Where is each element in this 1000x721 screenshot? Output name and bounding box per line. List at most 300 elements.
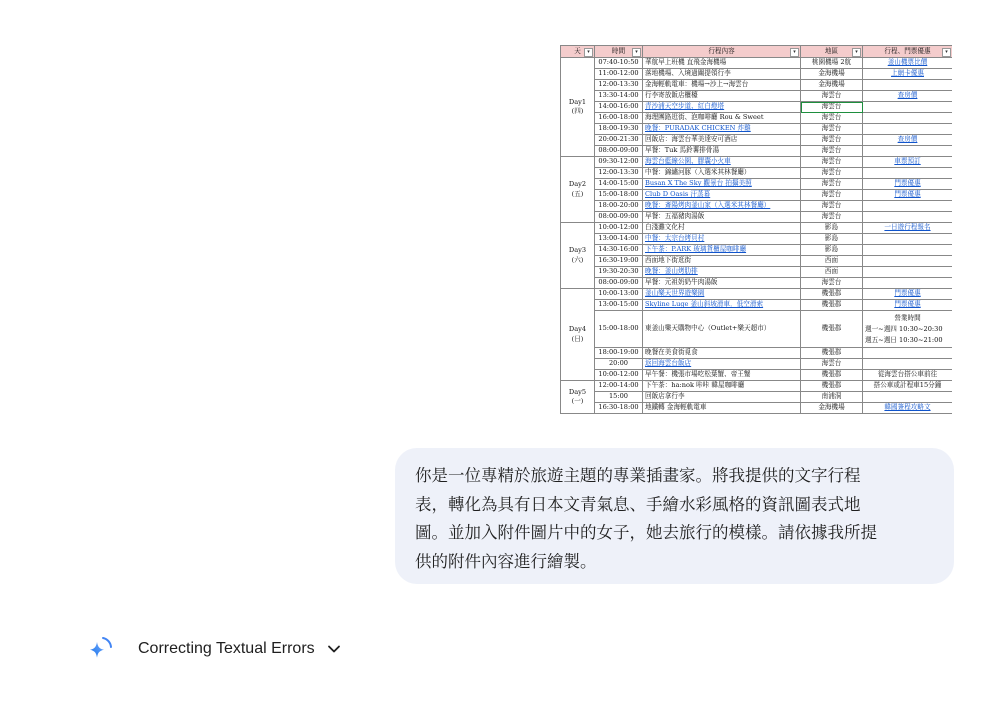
note-cell[interactable] bbox=[863, 348, 953, 359]
area-cell[interactable] bbox=[801, 201, 863, 212]
content-cell[interactable] bbox=[643, 256, 801, 267]
column-header[interactable] bbox=[863, 46, 953, 58]
thinking-status[interactable] bbox=[86, 633, 341, 665]
time-cell-text: 18:00-19:00 bbox=[598, 348, 639, 357]
note-cell-text[interactable]: 查房價 bbox=[897, 91, 918, 100]
area-cell[interactable] bbox=[801, 212, 863, 223]
note-cell[interactable] bbox=[863, 80, 953, 91]
time-cell-text: 10:00-12:00 bbox=[598, 370, 639, 379]
area-cell-text: 西面 bbox=[824, 267, 839, 276]
table-row bbox=[561, 146, 953, 157]
time-cell[interactable] bbox=[595, 124, 643, 135]
area-cell[interactable] bbox=[801, 267, 863, 278]
time-cell-text: 16:00-18:00 bbox=[598, 113, 639, 122]
time-cell[interactable] bbox=[595, 190, 643, 201]
area-cell-text: 機張郡 bbox=[821, 289, 842, 298]
area-cell-text: 海雲台 bbox=[821, 157, 842, 166]
message-line: 表，轉化為具有日本文青氣息、手繪水彩風格的資訊圖表式地 bbox=[415, 494, 861, 514]
area-cell[interactable] bbox=[801, 113, 863, 124]
time-cell-text: 08:00-09:00 bbox=[598, 212, 639, 221]
time-cell-text: 12:00-14:00 bbox=[598, 381, 639, 390]
area-cell[interactable] bbox=[801, 370, 863, 381]
area-cell[interactable] bbox=[801, 256, 863, 267]
time-cell-text: 08:00-09:00 bbox=[598, 146, 639, 155]
time-cell[interactable] bbox=[595, 370, 643, 381]
area-cell[interactable] bbox=[801, 190, 863, 201]
day-label: Day1 bbox=[568, 97, 587, 106]
note-cell-text[interactable]: 一日遊行程報名 bbox=[884, 223, 931, 232]
content-cell-text: 晚餐：釜山烤肋排 bbox=[645, 267, 698, 276]
hours-line: 週五~週日 10:30~21:00 bbox=[865, 335, 943, 344]
time-cell[interactable] bbox=[595, 179, 643, 190]
sparkle-icon bbox=[86, 634, 116, 664]
content-cell-text: 下午茶：P.ARK 玻璃貨櫃屋咖啡廳 bbox=[645, 245, 747, 254]
table-row bbox=[561, 234, 953, 245]
area-cell[interactable] bbox=[801, 392, 863, 403]
time-cell-text: 15:00-18:00 bbox=[598, 190, 639, 199]
note-cell[interactable] bbox=[863, 370, 953, 381]
note-cell[interactable] bbox=[863, 157, 953, 168]
note-cell[interactable] bbox=[863, 91, 953, 102]
note-cell[interactable] bbox=[863, 201, 953, 212]
area-cell[interactable] bbox=[801, 234, 863, 245]
note-cell[interactable] bbox=[863, 245, 953, 256]
area-cell-text: 海雲台 bbox=[821, 359, 842, 368]
message-line: 你是一位專精於旅遊主題的專業插畫家。將我提供的文字行程 bbox=[415, 466, 861, 485]
note-cell[interactable] bbox=[863, 223, 953, 234]
area-cell-text: 影島 bbox=[824, 234, 839, 243]
content-cell[interactable] bbox=[643, 113, 801, 124]
time-cell-text: 10:00-12:00 bbox=[598, 223, 639, 232]
time-cell-text: 14:30-16:00 bbox=[598, 245, 639, 254]
table-row bbox=[561, 245, 953, 256]
area-cell[interactable] bbox=[801, 311, 863, 348]
content-cell-text: 金海輕軌電車：機場→沙上→海雲台 bbox=[645, 80, 749, 89]
area-cell-text: 機張郡 bbox=[821, 324, 842, 333]
content-cell-text: 行李寄放飯店櫃檯 bbox=[645, 91, 698, 100]
content-cell[interactable] bbox=[643, 124, 801, 135]
content-cell[interactable] bbox=[643, 135, 801, 146]
area-cell-text: 海雲台 bbox=[821, 146, 842, 155]
note-cell-text[interactable]: 門票優惠 bbox=[894, 289, 921, 298]
area-cell-text: 影島 bbox=[824, 245, 839, 254]
area-cell-text: 海雲台 bbox=[821, 168, 842, 177]
table-row bbox=[561, 157, 953, 168]
table-row bbox=[561, 300, 953, 311]
content-cell-text: 釜山樂天世界遊樂園 bbox=[645, 289, 705, 298]
content-cell[interactable] bbox=[643, 267, 801, 278]
area-cell-text: 西面 bbox=[824, 256, 839, 265]
day-cell[interactable] bbox=[561, 223, 595, 289]
note-cell[interactable] bbox=[863, 113, 953, 124]
time-cell[interactable] bbox=[595, 403, 643, 414]
table-row bbox=[561, 359, 953, 370]
note-cell-text[interactable]: 釜山機票比價 bbox=[887, 58, 928, 67]
note-cell[interactable] bbox=[863, 234, 953, 245]
time-cell[interactable] bbox=[595, 223, 643, 234]
content-cell-text: 華航早上班機 直飛金海機場 bbox=[645, 58, 727, 67]
column-header-label: 天 bbox=[574, 46, 581, 55]
time-cell-text: 15:00 bbox=[608, 392, 628, 401]
note-cell[interactable] bbox=[863, 278, 953, 289]
area-cell-text: 機張郡 bbox=[821, 348, 842, 357]
content-cell-text: 下午茶：ha:nok 咔咔 韓屋咖啡廳 bbox=[645, 381, 745, 390]
content-cell-text: 西面地下街逛街 bbox=[645, 256, 692, 265]
time-cell-text: 09:30-12:00 bbox=[598, 157, 639, 166]
content-cell[interactable] bbox=[643, 201, 801, 212]
note-cell[interactable] bbox=[863, 102, 953, 113]
area-cell[interactable] bbox=[801, 69, 863, 80]
day-cell[interactable] bbox=[561, 157, 595, 223]
content-cell[interactable] bbox=[643, 58, 801, 69]
message-line: 圖。並加入附件圖片中的女子，她去旅行的模樣。請依據我所提 bbox=[415, 523, 877, 542]
note-cell-text[interactable]: 門票優惠 bbox=[894, 179, 921, 188]
area-cell-text: 海雲台 bbox=[821, 113, 842, 122]
note-cell[interactable] bbox=[863, 267, 953, 278]
content-cell[interactable] bbox=[643, 359, 801, 370]
day-label: Day3 bbox=[568, 246, 587, 255]
time-cell-text: 12:00-13:30 bbox=[598, 168, 639, 177]
area-cell[interactable] bbox=[801, 278, 863, 289]
time-cell[interactable] bbox=[595, 311, 643, 348]
area-cell-text: 海雲台 bbox=[821, 135, 842, 144]
area-cell[interactable] bbox=[801, 91, 863, 102]
area-cell[interactable] bbox=[801, 102, 863, 113]
note-cell-text[interactable]: 查房價 bbox=[897, 135, 918, 144]
note-cell[interactable] bbox=[863, 146, 953, 157]
table-row bbox=[561, 370, 953, 381]
content-cell[interactable] bbox=[643, 245, 801, 256]
note-cell[interactable] bbox=[863, 179, 953, 190]
area-cell[interactable] bbox=[801, 124, 863, 135]
area-cell-text: 海雲台 bbox=[821, 201, 842, 210]
time-cell[interactable] bbox=[595, 289, 643, 300]
content-cell-text: 回飯店拿行李 bbox=[645, 392, 685, 401]
weekday-label: (日) bbox=[571, 334, 584, 343]
time-cell-text: 13:00-14:00 bbox=[598, 234, 639, 243]
note-cell[interactable] bbox=[863, 124, 953, 135]
area-cell[interactable] bbox=[801, 179, 863, 190]
time-cell-text: 14:00-16:00 bbox=[598, 102, 639, 111]
content-cell-text: 青沙浦天空步道、紅白燈塔 bbox=[645, 102, 725, 111]
column-header-label: 地區 bbox=[824, 46, 839, 55]
note-cell[interactable] bbox=[863, 359, 953, 370]
area-cell-text: 機張郡 bbox=[821, 370, 842, 379]
time-cell[interactable] bbox=[595, 278, 643, 289]
content-cell-text: 晚餐：PURADAK CHICKEN 炸雞 bbox=[645, 124, 751, 133]
content-cell[interactable] bbox=[643, 102, 801, 113]
note-cell[interactable] bbox=[863, 311, 953, 348]
time-cell[interactable] bbox=[595, 234, 643, 245]
time-cell-text: 18:00-20:00 bbox=[598, 201, 639, 210]
time-cell-text: 10:00-13:00 bbox=[598, 289, 639, 298]
table-header-row bbox=[561, 46, 953, 58]
weekday-label: (一) bbox=[571, 397, 584, 405]
day-label: Day4 bbox=[568, 325, 587, 334]
day-cell[interactable] bbox=[561, 381, 595, 414]
table-row bbox=[561, 267, 953, 278]
column-header-label: 行程、門票優惠 bbox=[884, 46, 931, 55]
content-cell[interactable] bbox=[643, 311, 801, 348]
area-cell[interactable] bbox=[801, 359, 863, 370]
table-row bbox=[561, 190, 953, 201]
note-cell[interactable] bbox=[863, 300, 953, 311]
time-cell-text: 19:30-20:30 bbox=[598, 267, 639, 276]
content-cell-text: 中餐：錦繡河豚（入選米其林餐廳） bbox=[645, 168, 751, 177]
table-row bbox=[561, 69, 953, 80]
note-cell[interactable] bbox=[863, 190, 953, 201]
content-cell-text: 東釜山樂天購物中心（Outlet+樂天超市） bbox=[645, 324, 771, 333]
time-cell-text: 16:30-19:00 bbox=[598, 256, 639, 265]
day-label: Day2 bbox=[568, 180, 587, 189]
time-cell[interactable] bbox=[595, 212, 643, 223]
content-cell[interactable] bbox=[643, 179, 801, 190]
note-cell-text[interactable]: 門票優惠 bbox=[894, 300, 921, 309]
content-cell-text: 回飯店：海雲台華美達安可酒店 bbox=[645, 135, 738, 144]
area-cell-text: 影島 bbox=[824, 223, 839, 232]
time-cell-text: 07:40-10:50 bbox=[598, 58, 639, 67]
area-cell-text: 海雲台 bbox=[821, 190, 842, 199]
area-cell-text: 海雲台 bbox=[821, 179, 842, 188]
note-cell-text: 搭公車或計程車15分鐘 bbox=[873, 381, 942, 390]
time-cell[interactable] bbox=[595, 135, 643, 146]
time-cell[interactable] bbox=[595, 348, 643, 359]
note-cell[interactable] bbox=[863, 381, 953, 392]
content-cell[interactable] bbox=[643, 157, 801, 168]
area-cell-text: 海雲台 bbox=[821, 102, 842, 111]
content-cell-text: 地鐵轉 金海輕軌電車 bbox=[645, 403, 707, 412]
time-cell[interactable] bbox=[595, 69, 643, 80]
area-cell[interactable] bbox=[801, 289, 863, 300]
area-cell[interactable] bbox=[801, 135, 863, 146]
time-cell[interactable] bbox=[595, 58, 643, 69]
filter-dropdown-icon[interactable]: ▾ bbox=[632, 48, 641, 57]
content-cell[interactable] bbox=[643, 381, 801, 392]
content-cell-text: 中餐：太宗台烤貝村 bbox=[645, 234, 705, 243]
area-cell[interactable] bbox=[801, 157, 863, 168]
content-cell-text: 晚餐：斎陽烤肉釜山家（入選米其林餐廳） bbox=[645, 201, 771, 210]
content-cell-text: 早餐：Tuk 馬鈴薯排骨湯 bbox=[645, 146, 720, 155]
area-cell[interactable] bbox=[801, 146, 863, 157]
table-row bbox=[561, 278, 953, 289]
time-cell-text: 20:00-21:30 bbox=[598, 135, 639, 144]
content-cell[interactable] bbox=[643, 392, 801, 403]
content-cell-text: 海理團路逛街、泡咖啡廳 Rou & Sweet bbox=[645, 113, 764, 122]
time-cell-text: 16:30-18:00 bbox=[598, 403, 639, 412]
area-cell[interactable] bbox=[801, 80, 863, 91]
area-cell-text: 機張郡 bbox=[821, 300, 842, 309]
area-cell-text: 海雲台 bbox=[821, 212, 842, 221]
content-cell[interactable] bbox=[643, 370, 801, 381]
column-header-label: 行程內容 bbox=[708, 46, 735, 55]
time-cell[interactable] bbox=[595, 392, 643, 403]
time-cell[interactable] bbox=[595, 102, 643, 113]
content-cell-text: 早餐：元祖奶奶牛肉湯飯 bbox=[645, 278, 718, 287]
hours-line: 營業時間 bbox=[894, 313, 921, 322]
table-row bbox=[561, 223, 953, 234]
table-row bbox=[561, 403, 953, 414]
table-row bbox=[561, 289, 953, 300]
time-cell[interactable] bbox=[595, 201, 643, 212]
content-cell[interactable] bbox=[643, 234, 801, 245]
table-row bbox=[561, 179, 953, 190]
content-cell-text: 晚餐在美食街覓食 bbox=[645, 348, 698, 357]
note-cell[interactable] bbox=[863, 212, 953, 223]
table-row bbox=[561, 201, 953, 212]
time-cell-text: 13:00-15:00 bbox=[598, 300, 639, 309]
day-label: Day5 bbox=[568, 387, 587, 396]
note-cell-text: 從海雲台搭公車前往 bbox=[877, 370, 938, 379]
content-cell-text: 落地機場、入境過關提領行李 bbox=[645, 69, 731, 78]
time-cell[interactable] bbox=[595, 381, 643, 392]
table-row bbox=[561, 113, 953, 124]
note-cell-text[interactable]: 車票預訂 bbox=[894, 157, 921, 166]
column-header[interactable] bbox=[595, 46, 643, 58]
time-cell[interactable] bbox=[595, 146, 643, 157]
time-cell[interactable] bbox=[595, 80, 643, 91]
weekday-label: (六) bbox=[571, 255, 584, 264]
note-cell[interactable] bbox=[863, 69, 953, 80]
content-cell[interactable] bbox=[643, 212, 801, 223]
column-header[interactable] bbox=[801, 46, 863, 58]
weekday-label: (四) bbox=[571, 107, 584, 115]
content-cell[interactable] bbox=[643, 223, 801, 234]
note-cell[interactable] bbox=[863, 256, 953, 267]
time-cell-text: 14:00-15:00 bbox=[598, 179, 639, 188]
column-header[interactable] bbox=[561, 46, 595, 58]
area-cell-text: 南浦洞 bbox=[821, 392, 842, 401]
chevron-down-icon[interactable] bbox=[327, 642, 341, 656]
user-message-bubble bbox=[395, 448, 954, 584]
note-cell[interactable] bbox=[863, 403, 953, 414]
time-cell[interactable] bbox=[595, 91, 643, 102]
table-row bbox=[561, 212, 953, 223]
table-row bbox=[561, 80, 953, 91]
area-cell[interactable] bbox=[801, 223, 863, 234]
content-cell-text: Club D Oasis 汗蒸幕 bbox=[645, 190, 711, 199]
note-cell[interactable] bbox=[863, 392, 953, 403]
filter-dropdown-icon[interactable]: ▾ bbox=[942, 48, 951, 57]
area-cell[interactable] bbox=[801, 403, 863, 414]
note-cell[interactable] bbox=[863, 58, 953, 69]
weekday-label: (五) bbox=[571, 189, 584, 198]
area-cell[interactable] bbox=[801, 245, 863, 256]
status-label: Correcting Textual Errors bbox=[138, 640, 315, 657]
content-cell-text: 早餐：五福豬肉湯飯 bbox=[645, 212, 705, 221]
hours-line: 週一~週四 10:30~20:30 bbox=[865, 324, 943, 333]
note-cell-text[interactable]: 門票優惠 bbox=[894, 190, 921, 199]
time-cell-text: 13:30-14:00 bbox=[598, 91, 639, 100]
content-cell[interactable] bbox=[643, 91, 801, 102]
note-cell-text[interactable]: 韓國簽程攻略文 bbox=[884, 403, 931, 412]
table-body bbox=[561, 58, 953, 414]
content-cell[interactable] bbox=[643, 190, 801, 201]
content-cell-text: 海雲台藍線公園、膠囊小火車 bbox=[645, 157, 731, 166]
area-cell-text: 金海機場 bbox=[818, 69, 845, 78]
time-cell-text: 12:00-13:30 bbox=[598, 80, 639, 89]
column-header-label: 時間 bbox=[611, 46, 626, 55]
time-cell[interactable] bbox=[595, 157, 643, 168]
area-cell-text: 金海機場 bbox=[818, 80, 845, 89]
content-cell[interactable] bbox=[643, 168, 801, 179]
content-cell[interactable] bbox=[643, 300, 801, 311]
note-cell[interactable] bbox=[863, 289, 953, 300]
area-cell-text: 金海機場 bbox=[818, 403, 845, 412]
area-cell[interactable] bbox=[801, 58, 863, 69]
filter-dropdown-icon[interactable]: ▾ bbox=[584, 48, 593, 57]
time-cell-text: 15:00-18:00 bbox=[598, 324, 639, 333]
area-cell-text: 海雲台 bbox=[821, 124, 842, 133]
table-row bbox=[561, 91, 953, 102]
content-cell[interactable] bbox=[643, 80, 801, 91]
content-cell[interactable] bbox=[643, 289, 801, 300]
table-row bbox=[561, 168, 953, 179]
time-cell[interactable] bbox=[595, 113, 643, 124]
table-row bbox=[561, 124, 953, 135]
table-row bbox=[561, 311, 953, 348]
table-row bbox=[561, 348, 953, 359]
note-cell-text[interactable]: 上網卡優惠 bbox=[891, 69, 924, 78]
table-row bbox=[561, 135, 953, 146]
message-line: 供的附件內容進行繪製。 bbox=[415, 551, 597, 571]
time-cell-text: 18:00-19:30 bbox=[598, 124, 639, 133]
area-cell[interactable] bbox=[801, 168, 863, 179]
area-cell[interactable] bbox=[801, 381, 863, 392]
time-cell[interactable] bbox=[595, 359, 643, 370]
filter-dropdown-icon[interactable]: ▾ bbox=[790, 48, 799, 57]
day-cell[interactable] bbox=[561, 58, 595, 157]
area-cell[interactable] bbox=[801, 348, 863, 359]
time-cell[interactable] bbox=[595, 245, 643, 256]
time-cell-text: 08:00-09:00 bbox=[598, 278, 639, 287]
user-message-text bbox=[415, 462, 934, 576]
content-cell-text: Busan X The Sky 觀景台 拍攝美照 bbox=[645, 179, 752, 188]
time-cell[interactable] bbox=[595, 168, 643, 179]
content-cell-text: 早午餐：機張市場吃松葉蟹、帝王蟹 bbox=[645, 370, 751, 379]
filter-dropdown-icon[interactable]: ▾ bbox=[852, 48, 861, 57]
day-cell[interactable] bbox=[561, 289, 595, 381]
area-cell[interactable] bbox=[801, 300, 863, 311]
content-cell[interactable] bbox=[643, 348, 801, 359]
time-cell-text: 11:00-12:00 bbox=[598, 69, 639, 78]
time-cell[interactable] bbox=[595, 267, 643, 278]
itinerary-table bbox=[560, 45, 952, 414]
content-cell[interactable] bbox=[643, 403, 801, 414]
table-row bbox=[561, 381, 953, 392]
time-cell[interactable] bbox=[595, 256, 643, 267]
content-cell-text: 白淺灘文化村 bbox=[645, 223, 685, 232]
column-header[interactable] bbox=[643, 46, 801, 58]
area-cell-text: 海雲台 bbox=[821, 278, 842, 287]
time-cell[interactable] bbox=[595, 300, 643, 311]
table-row bbox=[561, 58, 953, 69]
area-cell-text: 桃園機場 2航 bbox=[811, 58, 852, 67]
attached-itinerary-image[interactable] bbox=[560, 45, 952, 437]
content-cell[interactable] bbox=[643, 69, 801, 80]
area-cell-text: 海雲台 bbox=[821, 91, 842, 100]
table-row bbox=[561, 256, 953, 267]
content-cell-text: Skyline Luge 釜山斜坡滑車．低空滑索 bbox=[645, 300, 764, 309]
time-cell-text: 20:00 bbox=[608, 359, 628, 368]
content-cell-text: 返回海雲台飯店 bbox=[645, 359, 692, 368]
table-row bbox=[561, 392, 953, 403]
content-cell[interactable] bbox=[643, 278, 801, 289]
note-cell[interactable] bbox=[863, 168, 953, 179]
content-cell[interactable] bbox=[643, 146, 801, 157]
note-cell[interactable] bbox=[863, 135, 953, 146]
table-row bbox=[561, 102, 953, 113]
area-cell-text: 機張郡 bbox=[821, 381, 842, 390]
